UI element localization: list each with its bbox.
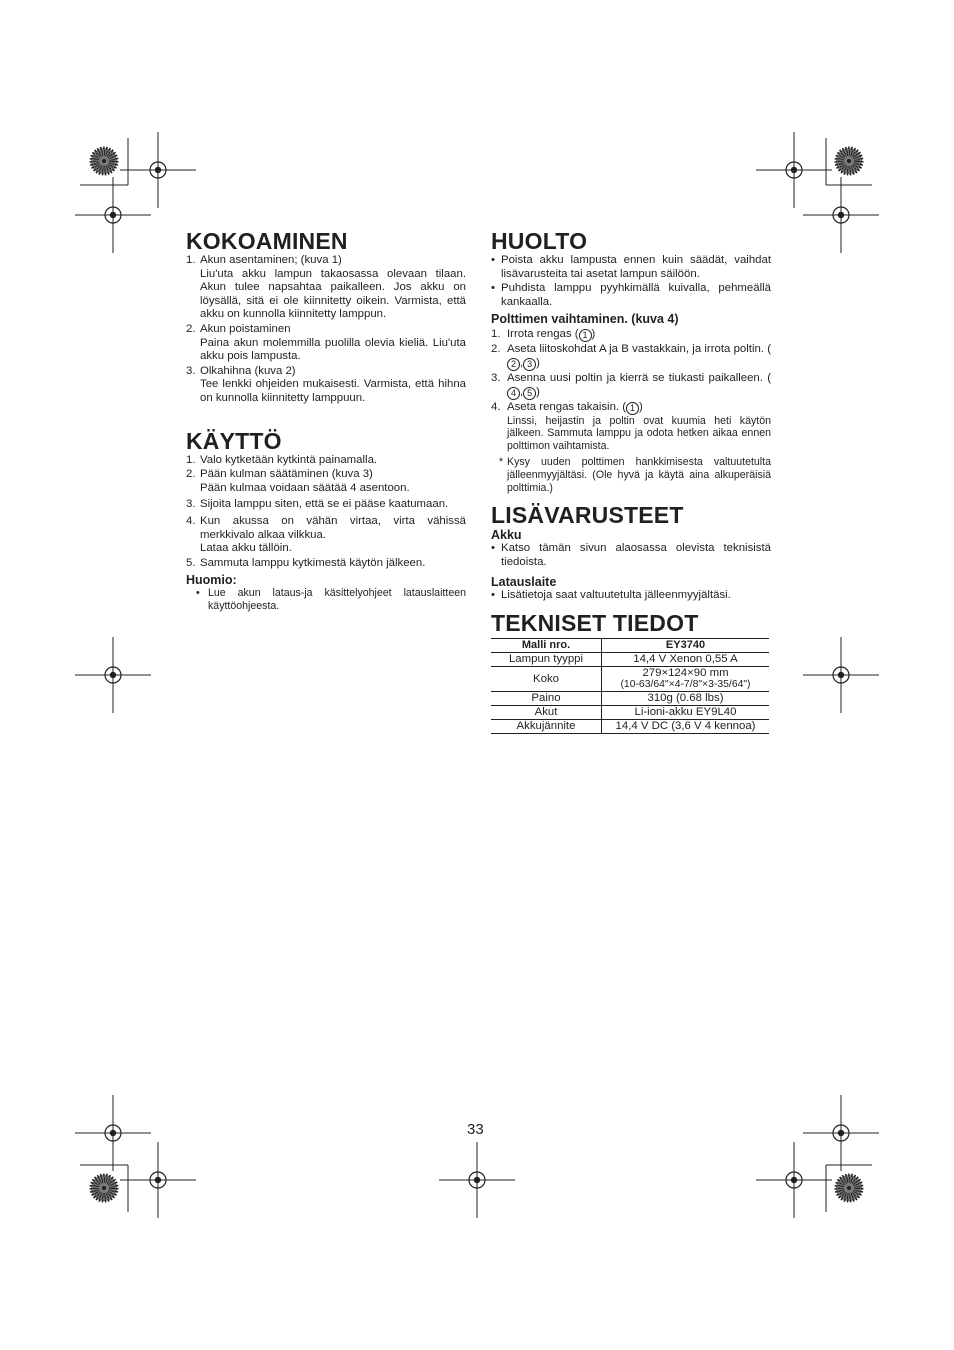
asterisk: *	[499, 455, 504, 468]
circled-number-icon: 1	[579, 329, 592, 342]
item-number: 2.	[491, 343, 501, 356]
bullet-text: Puhdista lamppu pyyhkimällä kuivalla, pehmeällä kankaalla.	[501, 282, 771, 308]
spec-value-secondary: (10-63/64"×4-7/8"×3-35/64")	[620, 679, 751, 691]
assembly-list	[186, 254, 466, 406]
step-text: Aseta liitoskohdat A ja B vastakkain, ja irrota poltin. (	[507, 343, 771, 356]
battery-heading: Akku	[491, 528, 522, 543]
list-item	[186, 454, 466, 468]
crop-mark-top-left	[75, 132, 196, 253]
asterisk-note	[491, 456, 771, 494]
bullet: •	[491, 282, 495, 295]
item-heading: Akun asentaminen; (kuva 1)	[200, 254, 342, 266]
crop-mark-bottom-left	[75, 1095, 196, 1218]
battery-text: Katso tämän sivun alaosassa olevista teknisistä tiedoista.	[501, 542, 771, 568]
table-row	[491, 720, 769, 734]
list-item	[186, 323, 466, 364]
maintenance-heading: HUOLTO	[491, 228, 588, 254]
operation-list	[186, 454, 466, 571]
item-body: Pään kulmaa voidaan säätää 4 asentoon.	[200, 481, 410, 494]
page-number: 33	[467, 1121, 484, 1138]
list-item	[491, 282, 771, 309]
item-heading: Sammuta lamppu kytkimestä käytön jälkeen.	[200, 556, 426, 569]
bullet: •	[491, 542, 495, 555]
item-body: Lataa akku tällöin.	[200, 542, 292, 555]
item-heading: Valo kytketään kytkintä painamalla.	[200, 453, 378, 466]
step-text-end: )	[536, 356, 540, 369]
charger-note	[491, 589, 771, 603]
circled-number-icon: 2	[507, 358, 520, 371]
circled-number-icon: 3	[523, 358, 536, 371]
crop-mark-mid-right	[803, 637, 879, 713]
item-number: 1.	[491, 328, 501, 341]
list-item	[491, 401, 771, 453]
item-heading: Olkahihna (kuva 2)	[200, 364, 296, 377]
step-text: Asenna uusi poltin ja kierrä se tiukasti paikalleen. (	[507, 371, 771, 384]
left-column	[186, 228, 466, 613]
bulb-replacement-heading: Polttimen vaihtaminen. (kuva 4)	[491, 312, 679, 327]
assembly-heading: KOKOAMINEN	[186, 228, 348, 254]
note-text	[186, 587, 466, 613]
battery-note	[491, 542, 771, 569]
spec-label: Lampun tyyppi	[491, 653, 602, 667]
item-heading: Sijoita lamppu siten, että se ei pääse kaatumaan.	[200, 498, 449, 511]
list-item	[491, 254, 771, 281]
spec-label: Paino	[491, 692, 602, 706]
item-body: Liu'uta akku lampun takaosassa olevaan tilaan. Akun tulee napsahtaa paikalleen. Jos akku on löysällä, sitä ei ole kiinnitetty oikein. Varmista, että akku on kunnolla kiinnitetty lamppun.	[200, 267, 466, 321]
step-text-end: )	[591, 328, 596, 341]
circled-number-icon: 1	[626, 402, 639, 415]
item-number: 4.	[491, 400, 501, 413]
table-header-label: Malli nro.	[491, 639, 602, 653]
spec-value: Li-ioni-akku EY9L40	[602, 706, 770, 720]
asterisk-note-text: Kysy uuden polttimen hankkimisesta valtuutetulta jälleenmyyjältäsi. (Ole hyvä ja käytä aina alkuperäisiä polttimia.)	[507, 455, 771, 494]
item-number: 3.	[186, 498, 196, 511]
bullet-text: Poista akku lampusta ennen kuin säädät, vaihdat lisävarusteita tai asetat lampun säilöön.	[501, 254, 771, 280]
crop-mark-bottom-right	[756, 1095, 879, 1218]
spec-label: Koko	[491, 667, 602, 692]
spec-value: 14,4 V Xenon 0,55 A	[602, 653, 770, 667]
item-number: 1.	[186, 453, 196, 466]
table-header-value: EY3740	[602, 639, 770, 653]
bullet: •	[196, 587, 200, 600]
item-number: 3.	[491, 371, 501, 384]
bullet: •	[491, 588, 495, 601]
step-text-end: )	[639, 400, 643, 413]
spec-value-cell	[602, 667, 770, 692]
spec-value: 279×124×90 mm	[642, 667, 729, 680]
circled-number-icon: 4	[507, 387, 520, 400]
item-number: 3.	[186, 364, 196, 377]
item-heading: Akun poistaminen	[200, 322, 291, 335]
step-text: Aseta rengas takaisin. (	[507, 400, 627, 413]
list-item: 2. Aseta liitoskohdat A ja B vastakkain, ja irrota poltin. (2 , 3 )	[491, 343, 771, 369]
note-heading: Huomio:	[186, 573, 237, 588]
charger-text: Lisätietoja saat valtuutetulta jälleenmyyjältäsi.	[501, 588, 731, 601]
item-number: 5.	[186, 556, 196, 569]
table-header-row	[491, 639, 769, 653]
spec-label: Akkujännite	[491, 720, 602, 734]
list-item	[186, 365, 466, 406]
list-item	[186, 557, 466, 571]
item-number: 2.	[186, 322, 196, 335]
maintenance-bullets	[491, 254, 771, 309]
right-column	[491, 228, 771, 734]
specs-table	[491, 638, 769, 734]
list-item	[186, 498, 466, 512]
note-body: Lue akun lataus-ja käsittelyohjeet latauslaitteen käyttöohjeesta.	[208, 587, 466, 613]
item-body: Tee lenkki ohjeiden mukaisesti. Varmista, että hihna on kunnolla kiinnitetty lamppuun.	[200, 378, 466, 404]
charger-heading: Latauslaite	[491, 574, 557, 589]
crop-mark-top-right	[756, 132, 879, 253]
bulb-steps	[491, 328, 771, 453]
spec-value: 14,4 V DC (3,6 V 4 kennoa)	[602, 720, 770, 734]
item-number: 2.	[186, 468, 196, 481]
table-row	[491, 692, 769, 706]
bullet: •	[491, 254, 495, 266]
list-item	[186, 515, 466, 556]
item-body: Paina akun molemmilla puolilla olevia kieliä. Liu'uta akku pois lampusta.	[200, 336, 466, 363]
item-heading: Pään kulman säätäminen (kuva 3)	[200, 468, 373, 481]
list-item	[186, 254, 466, 322]
list-item: 3. Asenna uusi poltin ja kierrä se tiukasti paikalleen. (4 , 5 )	[491, 371, 771, 398]
table-row	[491, 653, 769, 667]
step-text-end: )	[536, 385, 540, 398]
list-item	[186, 468, 466, 495]
step-note: Linssi, heijastin ja poltin ovat kuumia heti käytön jälkeen. Sammuta lamppu ja odota hetken aikaa ennen polttimon vaihtamista.	[507, 414, 771, 453]
item-heading: Kun akussa on vähän virtaa, virta vähissä merkkivalo alkaa vilkkua.	[200, 514, 466, 541]
specs-heading: TEKNISET TIEDOT	[491, 610, 699, 637]
spec-value: 310g (0.68 lbs)	[602, 692, 770, 706]
table-row	[491, 706, 769, 720]
item-number: 1.	[186, 254, 196, 266]
step-text: Irrota rengas (	[507, 328, 579, 341]
circled-number-icon: 5	[523, 387, 536, 400]
item-number: 4.	[186, 514, 196, 527]
accessories-heading: LISÄVARUSTEET	[491, 502, 684, 529]
table-row	[491, 667, 769, 692]
list-item	[491, 328, 771, 342]
operation-heading: KÄYTTÖ	[186, 427, 282, 454]
spec-label: Akut	[491, 706, 602, 720]
crop-mark-mid-left	[75, 637, 151, 713]
crop-mark-bottom-center	[439, 1142, 515, 1218]
